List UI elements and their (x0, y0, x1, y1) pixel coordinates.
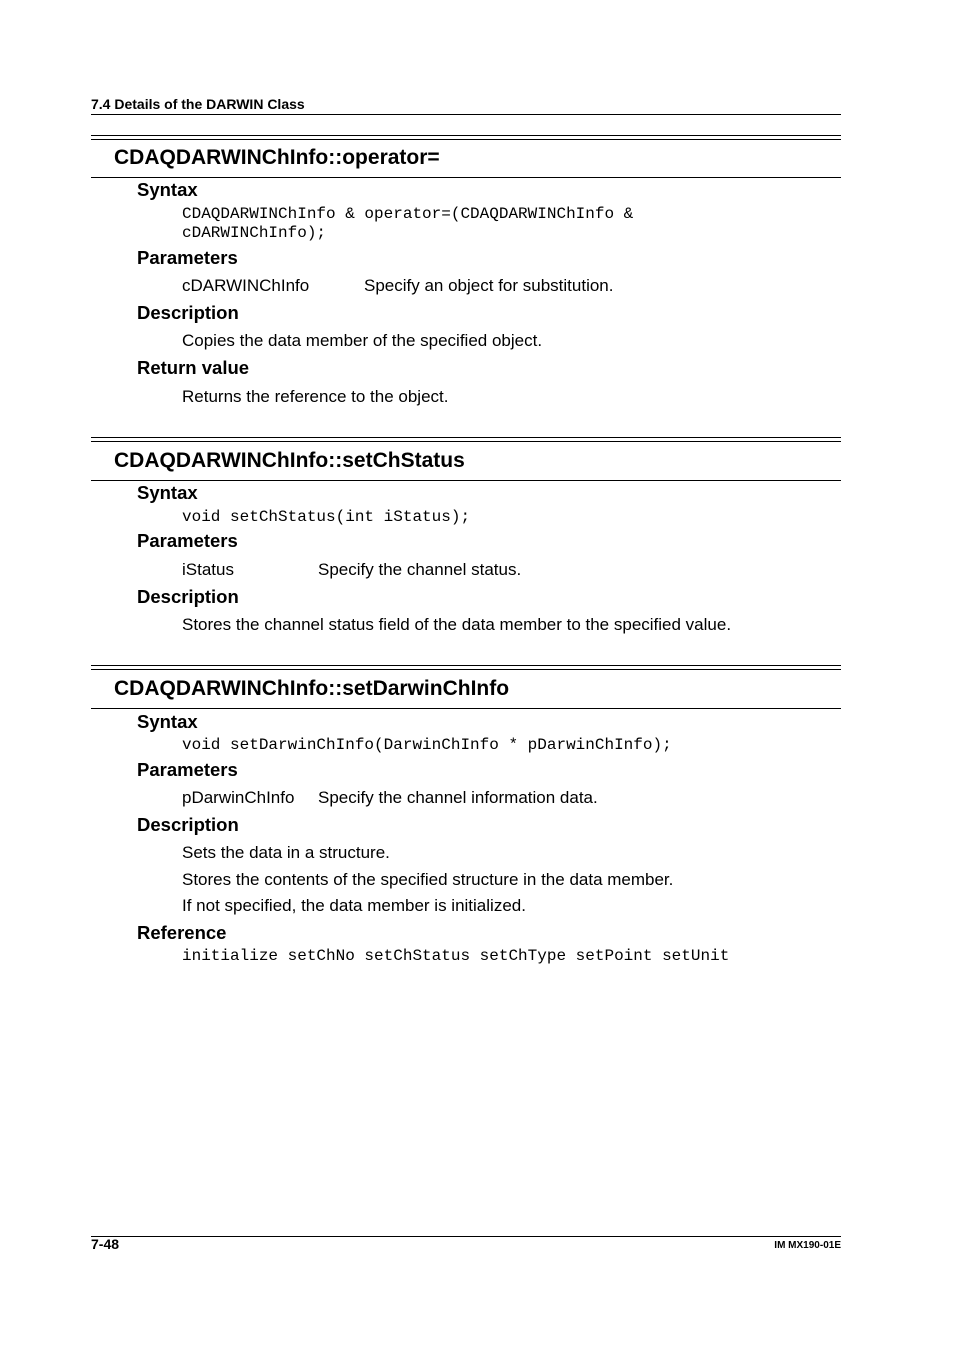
syntax-code-line: void setDarwinChInfo(DarwinChInfo * pDarwinChInfo); (182, 736, 672, 754)
section-rule-bottom (91, 708, 841, 709)
syntax-code-line: cDARWINChInfo); (182, 224, 327, 242)
syntax-heading: Syntax (137, 711, 198, 732)
parameters-heading: Parameters (137, 247, 238, 268)
description-heading: Description (137, 586, 239, 607)
section-title: CDAQDARWINChInfo::setChStatus (114, 449, 465, 472)
return-value-heading: Return value (137, 357, 250, 378)
header-rule (91, 114, 841, 115)
param-description: Specify the channel information data. (318, 788, 598, 807)
param-description: Specify an object for substitution. (364, 276, 614, 295)
running-header-title: 7.4 Details of the DARWIN Class (91, 96, 305, 112)
syntax-code-line: CDAQDARWINChInfo & operator=(CDAQDARWINChInfo & (182, 205, 634, 223)
description-text: If not specified, the data member is initialized. (182, 896, 526, 915)
section-rule-bottom (91, 177, 841, 178)
page-number: 7-48 (91, 1236, 120, 1252)
document-id: IM MX190-01E (774, 1240, 841, 1251)
syntax-code-line: void setChStatus(int iStatus); (182, 508, 471, 526)
section-rule-top (91, 135, 841, 136)
syntax-heading: Syntax (137, 179, 198, 200)
reference-heading: Reference (137, 922, 227, 943)
syntax-heading: Syntax (137, 482, 198, 503)
section-rule-top (91, 665, 841, 666)
param-name: pDarwinChInfo (182, 788, 295, 807)
parameters-heading: Parameters (137, 530, 238, 551)
section-rule-top (91, 441, 841, 442)
parameters-heading: Parameters (137, 759, 238, 780)
return-value-text: Returns the reference to the object. (182, 387, 449, 406)
section-title: CDAQDARWINChInfo::setDarwinChInfo (114, 677, 510, 700)
description-text: Stores the contents of the specified structure in the data member. (182, 870, 674, 889)
section-rule-top (91, 669, 841, 670)
section-rule-top (91, 437, 841, 438)
reference-code: initialize setChNo setChStatus setChType setPoint setUnit (182, 947, 730, 965)
param-name: iStatus (182, 560, 234, 579)
description-text: Copies the data member of the specified object. (182, 331, 543, 350)
param-name: cDARWINChInfo (182, 276, 310, 295)
description-text: Sets the data in a structure. (182, 843, 390, 862)
section-title: CDAQDARWINChInfo::operator= (114, 146, 440, 169)
description-heading: Description (137, 302, 239, 323)
footer-rule (91, 1236, 841, 1237)
section-rule-bottom (91, 480, 841, 481)
description-heading: Description (137, 814, 239, 835)
param-description: Specify the channel status. (318, 560, 522, 579)
section-rule-top (91, 139, 841, 140)
description-text: Stores the channel status field of the data member to the specified value. (182, 615, 732, 634)
